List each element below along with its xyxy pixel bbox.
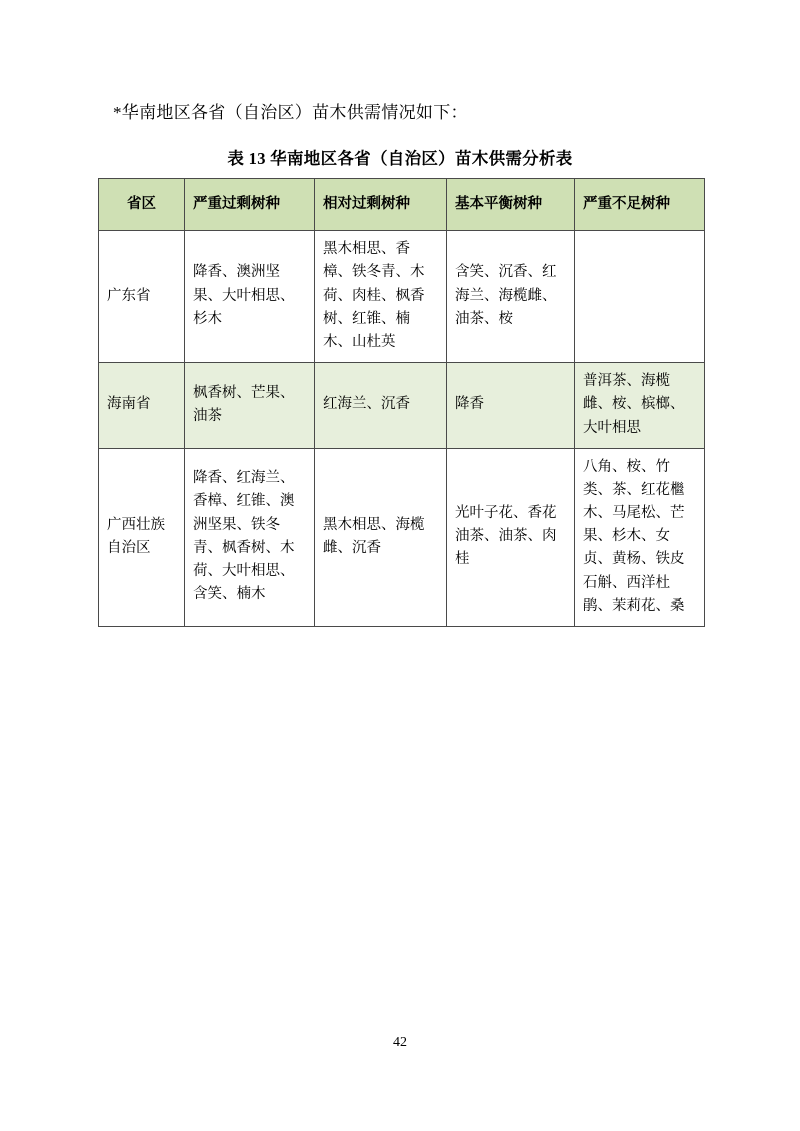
column-header-balanced: 基本平衡树种 bbox=[447, 179, 575, 231]
cell-severe-surplus: 枫香树、芒果、油茶 bbox=[185, 363, 315, 449]
column-header-relative-surplus: 相对过剩树种 bbox=[315, 179, 447, 231]
cell-balanced: 降香 bbox=[447, 363, 575, 449]
cell-balanced: 光叶子花、香花油茶、油茶、肉桂 bbox=[447, 448, 575, 626]
cell-balanced: 含笑、沉香、红海兰、海榄雌、油茶、桉 bbox=[447, 231, 575, 363]
cell-severe-surplus: 降香、澳洲坚果、大叶相思、杉木 bbox=[185, 231, 315, 363]
cell-severe-shortage: 八角、桉、竹类、茶、红花檵木、马尾松、芒果、杉木、女贞、黄杨、铁皮石斛、西洋杜鹃、茉莉花、桑 bbox=[575, 448, 705, 626]
cell-severe-shortage: 普洱茶、海榄雌、桉、槟榔、大叶相思 bbox=[575, 363, 705, 449]
table-row bbox=[99, 363, 705, 449]
intro-paragraph: *华南地区各省（自治区）苗木供需情况如下： bbox=[113, 103, 468, 122]
table-row bbox=[99, 231, 705, 363]
table-row bbox=[99, 448, 705, 626]
cell-severe-shortage bbox=[575, 231, 705, 363]
table-header-row bbox=[99, 179, 705, 231]
supply-demand-table bbox=[98, 178, 705, 627]
supply-demand-table-wrapper bbox=[98, 178, 704, 627]
cell-relative-surplus: 黑木相思、海榄雌、沉香 bbox=[315, 448, 447, 626]
cell-severe-surplus: 降香、红海兰、香樟、红锥、澳洲坚果、铁冬青、枫香树、木荷、大叶相思、含笑、楠木 bbox=[185, 448, 315, 626]
column-header-severe-surplus: 严重过剩树种 bbox=[185, 179, 315, 231]
table-caption: 表 13 华南地区各省（自治区）苗木供需分析表 bbox=[227, 149, 573, 168]
cell-province: 海南省 bbox=[99, 363, 185, 449]
cell-relative-surplus: 黑木相思、香樟、铁冬青、木荷、肉桂、枫香树、红锥、楠木、山杜英 bbox=[315, 231, 447, 363]
cell-province: 广西壮族自治区 bbox=[99, 448, 185, 626]
column-header-province: 省区 bbox=[99, 179, 185, 231]
cell-province: 广东省 bbox=[99, 231, 185, 363]
cell-relative-surplus: 红海兰、沉香 bbox=[315, 363, 447, 449]
page-number: 42 bbox=[393, 1035, 407, 1050]
column-header-severe-shortage: 严重不足树种 bbox=[575, 179, 705, 231]
